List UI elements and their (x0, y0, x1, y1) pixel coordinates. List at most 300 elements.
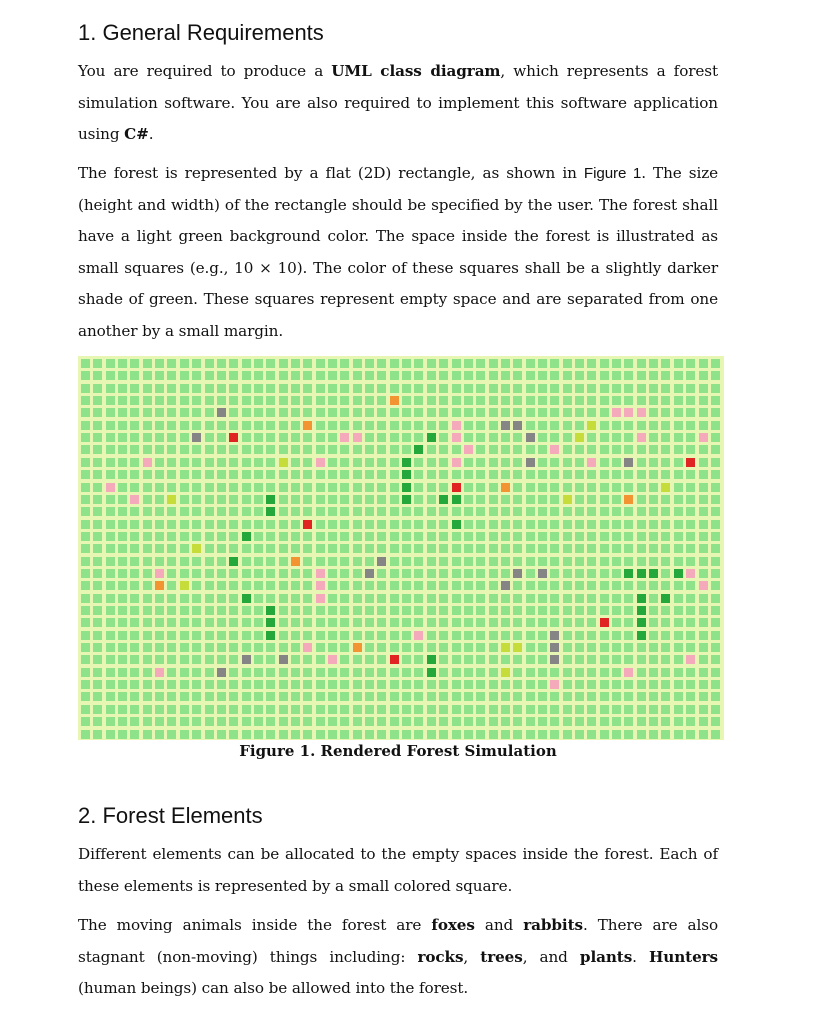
empty-cell (242, 507, 251, 516)
empty-cell (390, 421, 399, 430)
forest-element-cell (587, 458, 596, 467)
empty-cell (303, 581, 312, 590)
empty-cell (612, 384, 621, 393)
empty-cell (365, 594, 374, 603)
empty-cell (513, 445, 522, 454)
empty-cell (155, 717, 164, 726)
empty-cell (637, 680, 646, 689)
empty-cell (538, 643, 547, 652)
empty-cell (229, 507, 238, 516)
empty-cell (377, 384, 386, 393)
empty-cell (476, 717, 485, 726)
empty-cell (674, 458, 683, 467)
empty-cell (390, 631, 399, 640)
empty-cell (143, 544, 152, 553)
bold-text: foxes (431, 916, 475, 934)
empty-cell (452, 643, 461, 652)
forest-element-cell (501, 581, 510, 590)
empty-cell (501, 544, 510, 553)
empty-cell (353, 581, 362, 590)
empty-cell (192, 520, 201, 529)
empty-cell (452, 396, 461, 405)
empty-cell (637, 483, 646, 492)
empty-cell (575, 557, 584, 566)
empty-cell (155, 408, 164, 417)
empty-cell (600, 445, 609, 454)
empty-cell (340, 717, 349, 726)
empty-cell (686, 433, 695, 442)
empty-cell (303, 445, 312, 454)
empty-cell (155, 445, 164, 454)
empty-cell (143, 532, 152, 541)
empty-cell (575, 445, 584, 454)
empty-cell (550, 421, 559, 430)
empty-cell (254, 606, 263, 615)
empty-cell (167, 445, 176, 454)
empty-cell (328, 705, 337, 714)
empty-cell (686, 532, 695, 541)
empty-cell (513, 631, 522, 640)
empty-cell (217, 396, 226, 405)
empty-cell (93, 692, 102, 701)
empty-cell (303, 730, 312, 739)
empty-cell (674, 618, 683, 627)
empty-cell (402, 371, 411, 380)
empty-cell (118, 421, 127, 430)
empty-cell (624, 730, 633, 739)
empty-cell (180, 705, 189, 714)
empty-cell (167, 569, 176, 578)
forest-element-cell (414, 631, 423, 640)
empty-cell (229, 371, 238, 380)
forest-element-cell (501, 668, 510, 677)
empty-cell (439, 557, 448, 566)
empty-cell (526, 643, 535, 652)
empty-cell (205, 445, 214, 454)
empty-cell (476, 483, 485, 492)
empty-cell (427, 643, 436, 652)
empty-cell (340, 408, 349, 417)
empty-cell (538, 606, 547, 615)
empty-cell (266, 544, 275, 553)
empty-cell (452, 445, 461, 454)
empty-cell (563, 544, 572, 553)
empty-cell (167, 470, 176, 479)
empty-cell (637, 458, 646, 467)
empty-cell (563, 445, 572, 454)
empty-cell (686, 396, 695, 405)
empty-cell (538, 470, 547, 479)
empty-cell (612, 692, 621, 701)
empty-cell (340, 458, 349, 467)
empty-cell (167, 557, 176, 566)
empty-cell (452, 470, 461, 479)
empty-cell (575, 483, 584, 492)
empty-cell (489, 371, 498, 380)
empty-cell (303, 569, 312, 578)
forest-element-cell (526, 458, 535, 467)
empty-cell (711, 730, 720, 739)
empty-cell (711, 557, 720, 566)
empty-cell (365, 458, 374, 467)
empty-cell (254, 396, 263, 405)
empty-cell (254, 458, 263, 467)
empty-cell (649, 544, 658, 553)
empty-cell (242, 396, 251, 405)
empty-cell (489, 458, 498, 467)
empty-cell (93, 396, 102, 405)
empty-cell (637, 520, 646, 529)
empty-cell (328, 532, 337, 541)
empty-cell (377, 692, 386, 701)
empty-cell (390, 408, 399, 417)
empty-cell (316, 408, 325, 417)
empty-cell (155, 495, 164, 504)
empty-cell (390, 618, 399, 627)
empty-cell (501, 408, 510, 417)
empty-cell (192, 581, 201, 590)
empty-cell (612, 495, 621, 504)
empty-cell (600, 594, 609, 603)
forest-element-cell (452, 495, 461, 504)
empty-cell (279, 631, 288, 640)
empty-cell (661, 408, 670, 417)
empty-cell (538, 655, 547, 664)
empty-cell (279, 618, 288, 627)
empty-cell (476, 408, 485, 417)
empty-cell (279, 520, 288, 529)
empty-cell (155, 594, 164, 603)
empty-cell (340, 730, 349, 739)
empty-cell (402, 594, 411, 603)
empty-cell (167, 606, 176, 615)
empty-cell (81, 507, 90, 516)
empty-cell (93, 569, 102, 578)
empty-cell (550, 532, 559, 541)
empty-cell (291, 483, 300, 492)
forest-element-cell (452, 421, 461, 430)
empty-cell (266, 396, 275, 405)
empty-cell (686, 705, 695, 714)
empty-cell (489, 730, 498, 739)
empty-cell (242, 680, 251, 689)
empty-cell (600, 655, 609, 664)
empty-cell (686, 618, 695, 627)
empty-cell (452, 668, 461, 677)
empty-cell (303, 692, 312, 701)
empty-cell (674, 581, 683, 590)
empty-cell (526, 408, 535, 417)
empty-cell (155, 483, 164, 492)
empty-cell (575, 680, 584, 689)
empty-cell (649, 445, 658, 454)
empty-cell (414, 408, 423, 417)
bold-text: Hunters (649, 947, 718, 966)
empty-cell (266, 520, 275, 529)
empty-cell (242, 557, 251, 566)
empty-cell (649, 730, 658, 739)
empty-cell (266, 668, 275, 677)
empty-cell (402, 668, 411, 677)
empty-cell (489, 495, 498, 504)
empty-cell (476, 668, 485, 677)
empty-cell (254, 680, 263, 689)
empty-cell (563, 408, 572, 417)
empty-cell (390, 594, 399, 603)
empty-cell (316, 470, 325, 479)
empty-cell (266, 421, 275, 430)
empty-cell (649, 421, 658, 430)
empty-cell (550, 359, 559, 368)
empty-cell (93, 507, 102, 516)
empty-cell (118, 408, 127, 417)
forest-element-cell (550, 445, 559, 454)
empty-cell (143, 507, 152, 516)
empty-cell (612, 371, 621, 380)
empty-cell (476, 581, 485, 590)
empty-cell (205, 544, 214, 553)
empty-cell (377, 643, 386, 652)
empty-cell (81, 433, 90, 442)
empty-cell (563, 532, 572, 541)
empty-cell (427, 544, 436, 553)
empty-cell (476, 569, 485, 578)
empty-cell (674, 631, 683, 640)
empty-cell (266, 594, 275, 603)
forest-element-cell (242, 655, 251, 664)
empty-cell (674, 470, 683, 479)
empty-cell (513, 692, 522, 701)
empty-cell (180, 606, 189, 615)
empty-cell (550, 544, 559, 553)
empty-cell (217, 371, 226, 380)
empty-cell (118, 359, 127, 368)
empty-cell (229, 359, 238, 368)
empty-cell (118, 692, 127, 701)
empty-cell (205, 396, 214, 405)
empty-cell (229, 470, 238, 479)
empty-cell (414, 458, 423, 467)
empty-cell (390, 433, 399, 442)
empty-cell (464, 680, 473, 689)
empty-cell (155, 655, 164, 664)
forest-element-cell (563, 495, 572, 504)
empty-cell (180, 594, 189, 603)
empty-cell (526, 483, 535, 492)
empty-cell (427, 396, 436, 405)
empty-cell (439, 594, 448, 603)
empty-cell (476, 495, 485, 504)
empty-cell (711, 618, 720, 627)
empty-cell (365, 384, 374, 393)
empty-cell (365, 532, 374, 541)
empty-cell (143, 557, 152, 566)
empty-cell (229, 655, 238, 664)
empty-cell (118, 730, 127, 739)
empty-cell (130, 730, 139, 739)
empty-cell (711, 396, 720, 405)
empty-cell (402, 557, 411, 566)
empty-cell (402, 606, 411, 615)
empty-cell (353, 507, 362, 516)
empty-cell (377, 631, 386, 640)
empty-cell (686, 520, 695, 529)
empty-cell (513, 359, 522, 368)
empty-cell (501, 594, 510, 603)
forest-element-cell (192, 433, 201, 442)
empty-cell (81, 655, 90, 664)
empty-cell (390, 668, 399, 677)
empty-cell (377, 433, 386, 442)
forest-element-cell (353, 643, 362, 652)
empty-cell (550, 569, 559, 578)
forest-element-cell (303, 520, 312, 529)
empty-cell (143, 717, 152, 726)
empty-cell (353, 408, 362, 417)
empty-cell (587, 557, 596, 566)
empty-cell (130, 705, 139, 714)
empty-cell (414, 507, 423, 516)
empty-cell (316, 371, 325, 380)
empty-cell (254, 507, 263, 516)
empty-cell (365, 396, 374, 405)
empty-cell (489, 680, 498, 689)
empty-cell (464, 581, 473, 590)
empty-cell (513, 581, 522, 590)
empty-cell (711, 668, 720, 677)
empty-cell (130, 544, 139, 553)
empty-cell (205, 408, 214, 417)
empty-cell (205, 557, 214, 566)
empty-cell (550, 507, 559, 516)
empty-cell (217, 557, 226, 566)
empty-cell (452, 631, 461, 640)
empty-cell (489, 705, 498, 714)
forest-element-cell (402, 495, 411, 504)
empty-cell (526, 581, 535, 590)
empty-cell (192, 643, 201, 652)
empty-cell (439, 507, 448, 516)
empty-cell (118, 507, 127, 516)
empty-cell (600, 557, 609, 566)
empty-cell (377, 371, 386, 380)
empty-cell (205, 507, 214, 516)
empty-cell (600, 421, 609, 430)
empty-cell (513, 717, 522, 726)
empty-cell (427, 532, 436, 541)
empty-cell (167, 507, 176, 516)
empty-cell (390, 507, 399, 516)
empty-cell (550, 606, 559, 615)
empty-cell (155, 507, 164, 516)
empty-cell (501, 631, 510, 640)
empty-cell (167, 730, 176, 739)
empty-cell (452, 507, 461, 516)
empty-cell (476, 730, 485, 739)
empty-cell (155, 396, 164, 405)
empty-cell (316, 618, 325, 627)
empty-cell (192, 618, 201, 627)
empty-cell (229, 396, 238, 405)
empty-cell (661, 396, 670, 405)
forest-element-cell (464, 445, 473, 454)
empty-cell (106, 532, 115, 541)
empty-cell (242, 717, 251, 726)
empty-cell (699, 421, 708, 430)
empty-cell (513, 458, 522, 467)
empty-cell (180, 384, 189, 393)
empty-cell (377, 730, 386, 739)
empty-cell (143, 483, 152, 492)
empty-cell (328, 445, 337, 454)
empty-cell (316, 668, 325, 677)
empty-cell (439, 655, 448, 664)
empty-cell (118, 532, 127, 541)
empty-cell (699, 594, 708, 603)
empty-cell (155, 705, 164, 714)
empty-cell (624, 433, 633, 442)
empty-cell (612, 557, 621, 566)
empty-cell (229, 717, 238, 726)
empty-cell (538, 631, 547, 640)
empty-cell (587, 643, 596, 652)
forest-element-cell (649, 569, 658, 578)
empty-cell (180, 495, 189, 504)
empty-cell (612, 396, 621, 405)
empty-cell (612, 507, 621, 516)
forest-element-cell (167, 495, 176, 504)
empty-cell (340, 557, 349, 566)
empty-cell (550, 668, 559, 677)
empty-cell (155, 532, 164, 541)
empty-cell (229, 680, 238, 689)
empty-cell (600, 730, 609, 739)
empty-cell (699, 668, 708, 677)
empty-cell (402, 655, 411, 664)
empty-cell (192, 532, 201, 541)
empty-cell (538, 458, 547, 467)
empty-cell (476, 692, 485, 701)
forest-element-cell (612, 408, 621, 417)
forest-element-cell (686, 655, 695, 664)
empty-cell (624, 507, 633, 516)
empty-cell (303, 396, 312, 405)
empty-cell (118, 705, 127, 714)
empty-cell (575, 618, 584, 627)
empty-cell (414, 692, 423, 701)
empty-cell (526, 470, 535, 479)
empty-cell (242, 483, 251, 492)
empty-cell (229, 544, 238, 553)
empty-cell (155, 680, 164, 689)
empty-cell (192, 384, 201, 393)
empty-cell (711, 408, 720, 417)
empty-cell (600, 705, 609, 714)
empty-cell (377, 470, 386, 479)
empty-cell (291, 470, 300, 479)
empty-cell (649, 520, 658, 529)
empty-cell (563, 433, 572, 442)
forest-element-cell (316, 569, 325, 578)
empty-cell (476, 458, 485, 467)
empty-cell (377, 396, 386, 405)
empty-cell (427, 594, 436, 603)
empty-cell (205, 520, 214, 529)
empty-cell (612, 544, 621, 553)
empty-cell (205, 680, 214, 689)
empty-cell (192, 495, 201, 504)
empty-cell (291, 618, 300, 627)
